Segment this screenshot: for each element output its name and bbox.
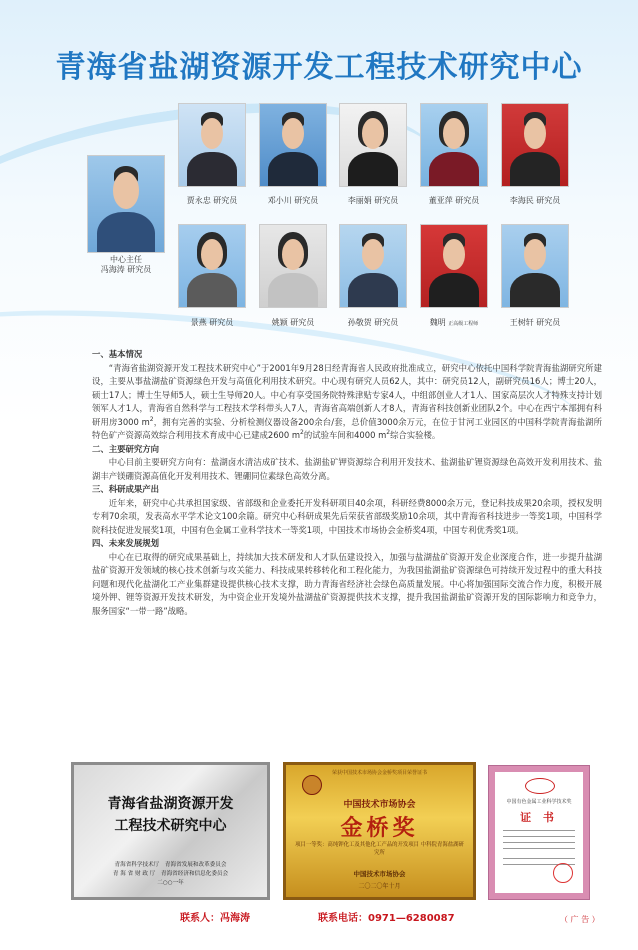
text-line: [503, 858, 575, 859]
page-title: 青海省盐湖资源开发工程技术研究中心: [55, 50, 583, 85]
section-heading: 一、基本情况: [92, 349, 143, 359]
certificate-title: 证 书: [520, 811, 558, 824]
staff-name: 孙敬贺: [347, 318, 372, 327]
staff-title: 研究员: [290, 318, 315, 327]
staff-name: 王树轩: [509, 318, 534, 327]
emblem-icon: [302, 775, 322, 795]
staff-name: 李海民: [509, 196, 534, 205]
staff-photo: [501, 103, 569, 187]
staff-photo: [178, 224, 246, 308]
staff-caption: [501, 195, 569, 206]
staff-title: 研究员: [213, 196, 238, 205]
text-line: [503, 830, 575, 831]
contact-phone: 联系电话：0971—6280087: [318, 913, 455, 924]
staff-caption: [178, 317, 246, 328]
leader-photo: [87, 155, 165, 253]
staff-title: 研究员: [294, 196, 319, 205]
staff-photo: [501, 224, 569, 308]
text-line: [503, 848, 575, 849]
staff-caption: [259, 195, 327, 206]
gold-award-plaque: [283, 762, 476, 900]
section-paragraph: “青海省盐湖资源开发工程技术研究中心”于2001年9月28日经青海省人民政府批准成立，研究中心依托中国科学院青海盐湖研究所建设，主要从事盐湖盐矿资源绿色开发与高值化利用技术研究。中心现有研究人员62人，其中：研究员12人，副研究员16人；博士20人，硕士17人；博士生导师5人，硕士生导师20人。中心有享受国务院特殊津贴专家4人，中组部创业人才1人、国家高层次人才特殊支持计划领军人才1人，青海省自然科学与工程技术学科带头人7人，青海省高端创新人才8人，青海省科技创新业团队2个。中心在西宁本部拥有科研用房3000 $m^2$，拥有完善的实验、分析检测仪器设备200余台/套，总价值3000余万元，在位于甘河工业园区的中国科学院青海盐湖所特色矿产资源高效综合利用技术育成中心已建成2600 $m^2$的试验车间和4000 $m^2$综合实验楼。: [92, 362, 602, 440]
staff-caption: [178, 195, 246, 206]
staff-title: 研究员: [374, 318, 399, 327]
plaque-title: 青海省盐湖资源开发 工程技术研究中心: [107, 796, 234, 834]
plaque-header: 荣获中国技术市场协会金桥奖项目荣誉证书: [331, 770, 427, 776]
silver-plaque: [71, 762, 270, 900]
staff-title: 研究员: [455, 196, 480, 205]
staff-caption: [501, 317, 569, 328]
ad-label: （ 广 告 ）: [560, 915, 600, 924]
staff-name: 贾永忠: [186, 196, 211, 205]
staff-photo: [259, 103, 327, 187]
body-text: [92, 348, 602, 618]
staff-name: 魏明: [429, 318, 446, 327]
staff-photo: [178, 103, 246, 187]
staff-name: 李丽娟: [347, 196, 372, 205]
text-line: [503, 842, 575, 843]
staff-caption: [259, 317, 327, 328]
text-line: [503, 836, 575, 837]
staff-name: 景燕: [190, 318, 207, 327]
staff-caption: [339, 317, 407, 328]
logo-icon: [525, 778, 555, 794]
plaque-date: 二〇二〇年十月: [358, 883, 401, 890]
leader-caption: [78, 255, 174, 275]
staff-photo: [259, 224, 327, 308]
staff-title: 研究员: [209, 318, 234, 327]
section-heading: 四、未来发展规划: [92, 538, 159, 548]
staff-title: 正高级工程师: [448, 321, 479, 327]
seal-icon: [553, 863, 573, 883]
staff-photo: [420, 103, 488, 187]
section-heading: 三、科研成果产出: [92, 484, 159, 494]
staff-title: 研究员: [536, 196, 561, 205]
plaque-body: 项目一等奖：高纯钾化工及其他化工产品的开发项目 中科院青海盐湖研究所: [295, 842, 464, 856]
section-heading: 二、主要研究方向: [92, 443, 159, 454]
staff-caption: [339, 195, 407, 206]
staff-title: 研究员: [536, 318, 561, 327]
section-paragraph: 近年来，研究中心共承担国家级、省部级和企业委托开发科研项目40余项，科研经费8000余万元，登记科技成果20余项，授权发明专利70余项，发表高水平学术论文100余篇。研究中心科研成果先后荣获省部级奖励10余项，其中青海省科技进步一等奖1项，中国科学院科技促进发展奖1项，中国有色金属工业科学技术一等奖1项，中国技术市场协会金桥奖4项，中国专利优秀奖1项。: [92, 497, 602, 535]
section-paragraph: 中心在已取得的研究成果基础上，持续加大技术研发和人才队伍建设投入，加强与盐湖盐矿资源开发企业深度合作，进一步提升盐湖盐矿资源开发领域的核心技术创新与攻关能力、科技成果转移转化和工程化能力，为我国盐湖盐矿资源绿色可持续开发过程中的重大科技问题和现代化盐湖化工产业集群建设提供核心技术支撑，助力青海省经济社会绿色高质量发展。中心将加强国际交流合作力度，积极开展境外钾、锂等资源开发技术研发，为中资企业开发境外盐湖盐矿资源提供技术支撑，提升我国盐湖盐矿资源开发的国际影响力和竞争力，服务国家“一带一路”战略。: [92, 551, 602, 616]
plaque-association: 中国技术市场协会: [343, 800, 416, 810]
plaque-award-name: 金桥奖: [340, 816, 419, 841]
leader-name-title: 冯海涛 研究员: [100, 265, 152, 274]
staff-name: 董亚萍: [428, 196, 453, 205]
staff-caption: [416, 317, 492, 328]
leader-role: 中心主任: [110, 255, 142, 264]
section-paragraph: 中心目前主要研究方向有：盐湖卤水清洁成矿技术、盐湖盐矿钾资源综合利用开发技术、盐湖盐矿锂资源绿色高效开发利用技术、盐湖丰产镁硼资源高值化开发利用技术、锂硼同位素绿色高效分离。: [92, 457, 602, 481]
staff-title: 研究员: [374, 196, 399, 205]
award-certificate: [489, 766, 589, 899]
phone-number: 0971—6280087: [368, 913, 455, 924]
staff-photo: [420, 224, 488, 308]
staff-name: 姚颖: [271, 318, 288, 327]
contact-name: 冯海涛: [220, 913, 250, 924]
staff-photo: [339, 103, 407, 187]
staff-photo: [339, 224, 407, 308]
certificate-header: 中国有色金属工业科学技术奖: [506, 799, 572, 805]
contact-person: 联系人：冯海涛: [180, 913, 250, 924]
staff-caption: [420, 195, 488, 206]
plaque-issuers: 青海省科学技术厅 青海省发展和改革委员会 青 海 省 财 政 厅 青海省经济和信息化委员会 二○○一年: [112, 862, 229, 886]
plaque-signature: 中国技术市场协会: [353, 870, 406, 878]
staff-name: 邓小川: [267, 196, 292, 205]
